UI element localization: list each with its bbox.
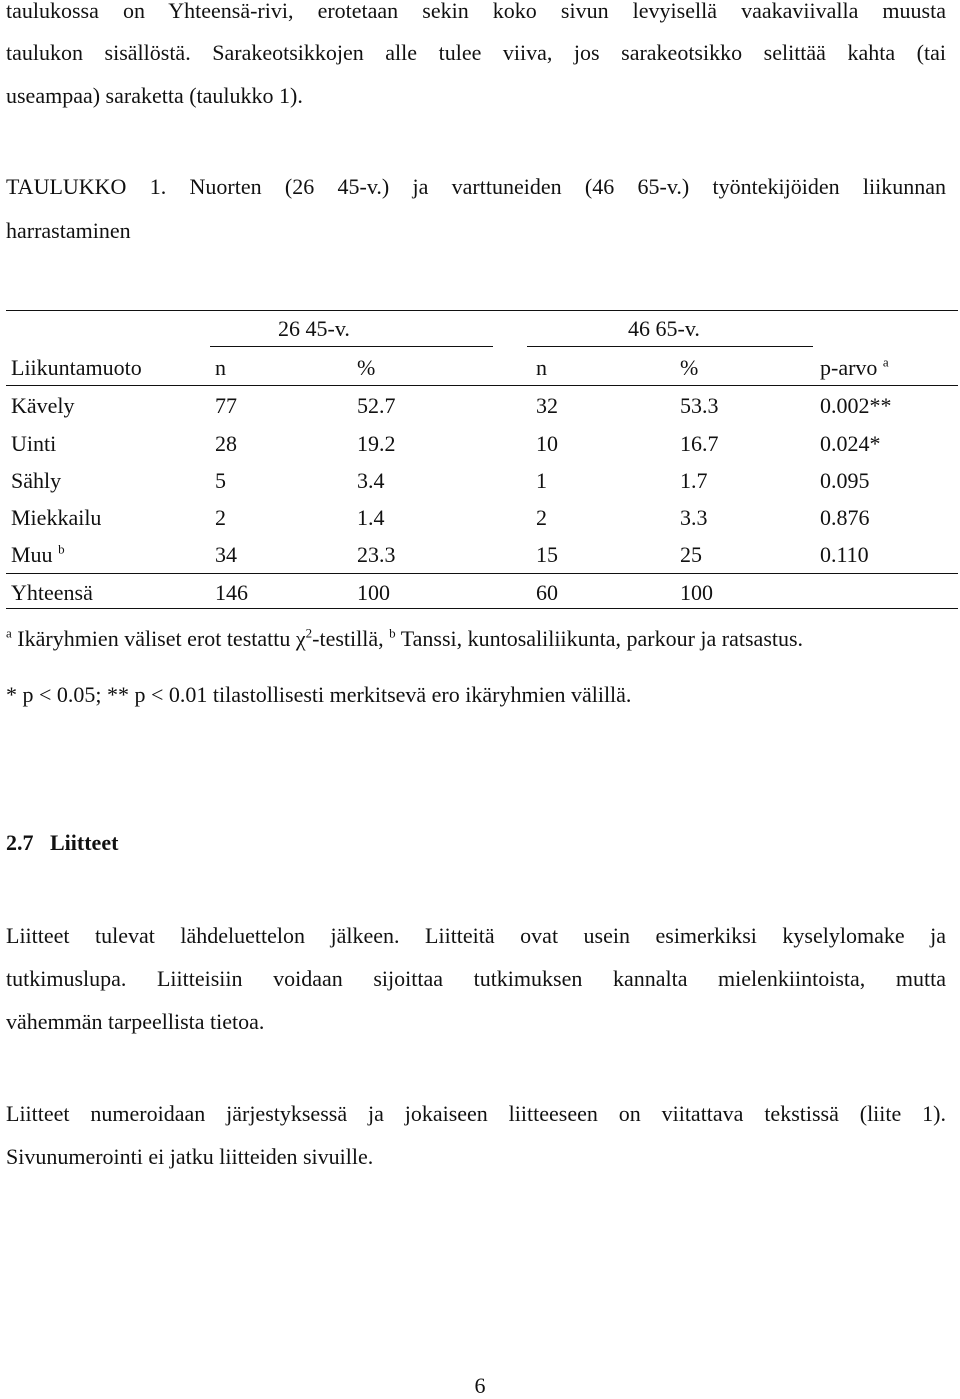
- total-top-rule: [6, 573, 958, 574]
- cell-pct1: 1.4: [357, 505, 385, 530]
- col-header-n2: n: [536, 355, 547, 380]
- cell-n2: 15: [536, 542, 558, 567]
- cell-n2: 2: [536, 505, 547, 530]
- caption-line-2: harrastaminen: [6, 218, 131, 243]
- para2-line-2: Sivunumerointi ei jatku liitteiden sivuille.: [6, 1144, 374, 1169]
- cell-n1: 5: [215, 468, 226, 493]
- cell-n1: 28: [215, 431, 237, 456]
- cell-pvalue: 0.110: [820, 542, 869, 567]
- intro-line-1: taulukossa on Yhteensä-rivi, erotetaan sekin koko sivun levyisellä vaakaviivalla muusta: [6, 0, 946, 23]
- table-top-rule: [6, 310, 958, 311]
- cell-pvalue: 0.876: [820, 505, 870, 530]
- group-rule-older: [527, 346, 813, 347]
- para1-line-1: Liitteet tulevat lähdeluettelon jälkeen. Liitteitä ovat usein esimerkiksi kyselylomake ja: [6, 923, 946, 948]
- section-number: 2.7: [6, 830, 34, 855]
- col-header-pct1: %: [357, 355, 376, 380]
- caption-line-1: TAULUKKO 1. Nuorten (26 45-v.) ja varttuneiden (46 65-v.) työntekijöiden liikunnan: [6, 174, 946, 199]
- para1-line-2: tutkimuslupa. Liitteisiin voidaan sijoittaa tutkimuksen kannalta mielenkiintoista, mutta: [6, 966, 946, 991]
- group-header-young: 26 45-v.: [278, 316, 350, 341]
- group-rule-young: [210, 346, 493, 347]
- total-label: Yhteensä: [11, 580, 93, 605]
- cell-n1: 2: [215, 505, 226, 530]
- cell-pvalue: 0.095: [820, 468, 870, 493]
- total-pct2: 100: [680, 580, 713, 605]
- col-header-pvalue: p-arvo $^a$: [820, 354, 889, 380]
- total-n2: 60: [536, 580, 558, 605]
- cell-pvalue: 0.002**: [820, 393, 892, 418]
- row-label: Sähly: [11, 468, 62, 493]
- intro-line-3: useampaa) saraketta (taulukko 1).: [6, 83, 303, 108]
- cell-n2: 10: [536, 431, 558, 456]
- row-label: Muu $^b$: [11, 541, 65, 567]
- note-significance: * p < 0.05; ** p < 0.01 tilastollisesti merkitsevä ero ikäryhmien välillä.: [6, 682, 632, 707]
- col-header-n1: n: [215, 355, 226, 380]
- cell-n1: 34: [215, 542, 237, 567]
- cell-pct2: 53.3: [680, 393, 719, 418]
- table-bottom-rule: [6, 608, 958, 609]
- col-header-pct2: %: [680, 355, 699, 380]
- note-a: $^a$ Ikäryhmien väliset erot testattu $\chi^2$-testillä, $^b$ Tanssi, kuntosaliliikunta, parkour ja ratsastus.: [6, 625, 804, 651]
- cell-pct2: 16.7: [680, 431, 719, 456]
- group-header-older: 46 65-v.: [628, 316, 700, 341]
- cell-pct1: 23.3: [357, 542, 396, 567]
- col-header-activity: Liikuntamuoto: [11, 355, 142, 380]
- intro-line-2: taulukon sisällöstä. Sarakeotsikkojen alle tulee viiva, jos sarakeotsikko selittää kahta (tai: [6, 40, 946, 65]
- section-title: Liitteet: [50, 830, 119, 855]
- page-number: 6: [474, 1373, 486, 1398]
- total-n1: 146: [215, 580, 248, 605]
- total-pct1: 100: [357, 580, 390, 605]
- para1-line-3: vähemmän tarpeellista tietoa.: [6, 1009, 265, 1034]
- cell-pct1: 3.4: [357, 468, 385, 493]
- row-label: Uinti: [11, 431, 57, 456]
- row-label: Miekkailu: [11, 505, 102, 530]
- section-heading: [6, 830, 118, 856]
- cell-n2: 1: [536, 468, 547, 493]
- cell-n2: 32: [536, 393, 558, 418]
- cell-pct2: 1.7: [680, 468, 708, 493]
- row-label: Kävely: [11, 393, 75, 418]
- cell-pct2: 3.3: [680, 505, 708, 530]
- para2-line-1: Liitteet numeroidaan järjestyksessä ja jokaiseen liitteeseen on viitattava tekstissä (liite 1).: [6, 1101, 946, 1126]
- cell-n1: 77: [215, 393, 237, 418]
- cell-pct1: 19.2: [357, 431, 396, 456]
- header-bottom-rule: [6, 385, 958, 386]
- cell-pct2: 25: [680, 542, 702, 567]
- cell-pct1: 52.7: [357, 393, 396, 418]
- cell-pvalue: 0.024*: [820, 431, 881, 456]
